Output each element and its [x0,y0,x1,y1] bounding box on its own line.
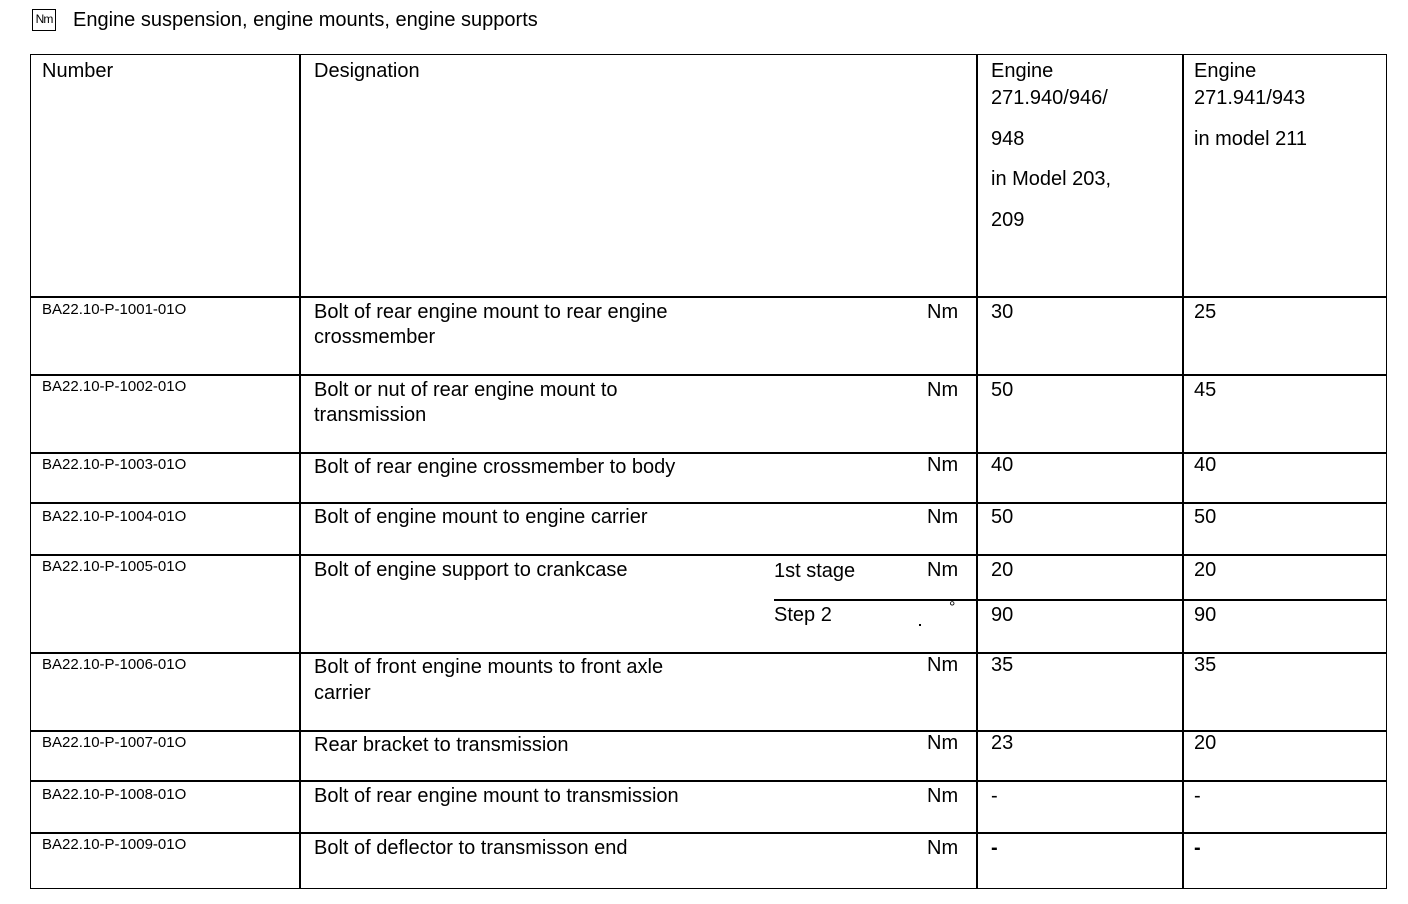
column-header-number: Number [42,60,114,82]
row-value-engine-a: 50 [991,506,1014,528]
row-designation-cont: transmission [314,404,427,426]
row-value-engine-b: 40 [1194,454,1217,476]
row-value-engine-a: - [991,837,998,859]
row-divider [31,832,1386,834]
row-value-engine-a: 50 [991,379,1014,401]
row-divider [31,452,1386,454]
row-value-engine-b: - [1194,837,1201,859]
row-unit: Nm [927,379,959,401]
row-value-engine-a: 23 [991,732,1014,754]
row-number: BA22.10-P-1001-01O [42,301,187,318]
row-number: BA22.10-P-1005-01O [42,558,187,575]
row-number: BA22.10-P-1006-01O [42,656,187,673]
stage-label: 1st stage [774,560,856,582]
row-number: BA22.10-P-1003-01O [42,456,187,473]
row-divider [31,296,1386,298]
document-title: Engine suspension, engine mounts, engine supports [73,8,538,31]
row-unit: Nm [927,506,959,528]
row-number: BA22.10-P-1008-01O [42,786,187,803]
row-value-engine-b: - [1194,785,1201,807]
column-header-engine-b: Engine 271.941/943 in model 211 [1194,60,1308,150]
row-designation: Bolt or nut of rear engine mount to [314,379,618,401]
row-designation: Bolt of rear engine mount to rear engine [314,301,668,323]
torque-table [30,54,1387,889]
row-value-engine-b: 50 [1194,506,1217,528]
document-header [32,6,538,34]
column-divider [299,55,301,888]
row-designation: Bolt of front engine mounts to front axle [314,656,664,678]
column-divider [976,55,978,888]
row-value-engine-a: 40 [991,454,1014,476]
row-value-engine-b: 20 [1194,732,1217,754]
row-number: BA22.10-P-1002-01O [42,378,187,395]
torque-nm-icon: Nm [32,9,56,31]
row-number: BA22.10-P-1004-01O [42,508,187,525]
row-value-engine-b: 35 [1194,654,1217,676]
row-unit: Nm [927,454,959,476]
row-designation: Bolt of engine mount to engine carrier [314,506,648,528]
row-unit: Nm [927,559,959,581]
row-designation-cont: carrier [314,682,371,704]
row-value-engine-b: 90 [1194,604,1217,626]
stage-divider [774,599,1386,601]
row-value-engine-a: - [991,785,998,807]
column-divider [1182,55,1184,888]
row-value-engine-a: 20 [991,559,1014,581]
row-number: BA22.10-P-1009-01O [42,836,187,853]
row-designation: Bolt of rear engine crossmember to body [314,456,676,478]
row-value-engine-a: 90 [991,604,1014,626]
row-divider [31,502,1386,504]
row-divider [31,780,1386,782]
row-designation: Bolt of deflector to transmisson end [314,837,628,859]
row-unit: Nm [927,301,959,323]
row-number: BA22.10-P-1007-01O [42,734,187,751]
row-designation: Rear bracket to transmission [314,734,569,756]
stage-label: Step 2 [774,604,832,626]
row-designation: Bolt of rear engine mount to transmission [314,785,679,807]
row-value-engine-a: 30 [991,301,1014,323]
row-value-engine-a: 35 [991,654,1014,676]
row-divider [31,730,1386,732]
row-divider [31,652,1386,654]
row-designation: Bolt of engine support to crankcase [314,559,628,581]
row-unit: Nm [927,785,959,807]
row-unit: ° [949,599,956,616]
stray-dot [919,624,921,626]
column-header-designation: Designation [314,60,420,82]
row-unit: Nm [927,732,959,754]
row-designation-cont: crossmember [314,326,436,348]
row-value-engine-b: 45 [1194,379,1217,401]
row-divider [31,554,1386,556]
row-unit: Nm [927,654,959,676]
column-header-engine-a: Engine 271.940/946/ 948 in Model 203, 209 [991,60,1112,231]
row-value-engine-b: 25 [1194,301,1217,323]
row-divider [31,374,1386,376]
row-unit: Nm [927,837,959,859]
row-value-engine-b: 20 [1194,559,1217,581]
